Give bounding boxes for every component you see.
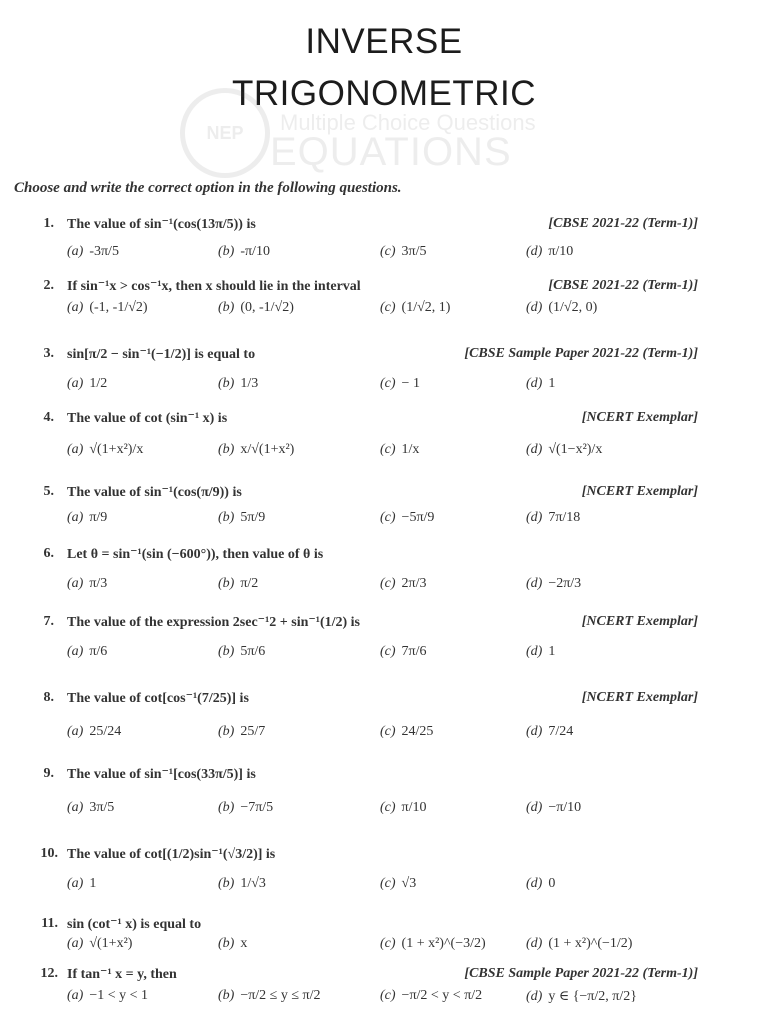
question-text: The value of sin⁻¹[cos(33π/5)] is xyxy=(67,767,256,782)
page-title-line-1: INVERSE xyxy=(305,22,463,61)
question-source-tag: [CBSE 2021-22 (Term-1)] xyxy=(548,278,698,293)
option-value: −π/2 ≤ y ≤ π/2 xyxy=(240,988,321,1003)
question-number: 10. xyxy=(40,846,58,861)
option-label: (c) xyxy=(380,800,396,815)
option-label: (a) xyxy=(67,800,84,815)
question-number: 12. xyxy=(40,966,58,981)
option-value: 7/24 xyxy=(548,724,574,739)
option-label: (b) xyxy=(218,644,235,659)
option-value: π/2 xyxy=(240,576,259,591)
option-value: 7π/6 xyxy=(401,644,427,659)
answer-option[interactable] xyxy=(67,300,148,316)
option-value: (1/√2, 0) xyxy=(548,300,598,315)
option-value: -3π/5 xyxy=(89,244,119,259)
option-label: (b) xyxy=(218,376,235,391)
option-label: (d) xyxy=(526,989,543,1004)
option-label: (d) xyxy=(526,510,543,525)
option-label: (a) xyxy=(67,936,84,951)
option-value: π/3 xyxy=(89,576,108,591)
option-label: (a) xyxy=(67,510,84,525)
answer-option[interactable] xyxy=(67,936,132,952)
page-title-line-2: TRIGONOMETRIC xyxy=(232,74,536,113)
question-text: The value of sin⁻¹(cos(13π/5)) is xyxy=(67,217,256,232)
question-row xyxy=(0,216,768,236)
option-value: 3π/5 xyxy=(401,244,427,259)
answer-option[interactable] xyxy=(218,800,273,816)
option-label: (d) xyxy=(526,376,543,391)
option-label: (b) xyxy=(218,442,235,457)
answer-option[interactable] xyxy=(380,376,420,392)
question-number: 9. xyxy=(43,766,54,781)
option-label: (c) xyxy=(380,442,396,457)
question-row xyxy=(0,484,768,504)
option-label: (a) xyxy=(67,300,84,315)
question-row xyxy=(0,614,768,634)
question-number: 6. xyxy=(43,546,54,561)
option-value: √(1+x²) xyxy=(89,936,133,951)
answer-option[interactable] xyxy=(218,644,265,660)
question-row xyxy=(0,278,768,298)
option-value: 25/24 xyxy=(89,724,122,739)
option-value: 1 xyxy=(548,376,556,391)
question-source-tag: [NCERT Exemplar] xyxy=(581,690,698,705)
option-value: (-1, -1/√2) xyxy=(89,300,148,315)
option-value: π/9 xyxy=(89,510,108,525)
option-value: −1 < y < 1 xyxy=(89,988,149,1003)
option-value: √(1+x²)/x xyxy=(89,442,144,457)
option-label: (d) xyxy=(526,876,543,891)
answer-option[interactable] xyxy=(380,724,433,740)
question-number: 11. xyxy=(41,916,58,931)
option-label: (a) xyxy=(67,988,84,1003)
answer-option[interactable] xyxy=(67,510,107,526)
option-value: 5π/9 xyxy=(240,510,266,525)
option-label: (d) xyxy=(526,936,543,951)
option-value: −π/10 xyxy=(548,800,582,815)
option-value: 0 xyxy=(548,876,556,891)
answer-option[interactable] xyxy=(67,876,96,892)
answer-option[interactable] xyxy=(218,300,294,316)
option-label: (b) xyxy=(218,244,235,259)
option-value: 2π/3 xyxy=(401,576,427,591)
question-text: The value of cot[cos⁻¹(7/25)] is xyxy=(67,691,249,706)
question-row xyxy=(0,690,768,710)
question-row xyxy=(0,766,768,786)
option-value: 3π/5 xyxy=(89,800,115,815)
question-number: 3. xyxy=(43,346,54,361)
question-source-tag: [NCERT Exemplar] xyxy=(581,410,698,425)
watermark-badge: NEP xyxy=(180,88,270,178)
answer-option[interactable] xyxy=(218,936,247,952)
answer-option[interactable] xyxy=(526,936,632,952)
option-value: -π/10 xyxy=(240,244,270,259)
option-value: √(1−x²)/x xyxy=(548,442,603,457)
option-value: (0, -1/√2) xyxy=(240,300,294,315)
option-label: (b) xyxy=(218,510,235,525)
option-value: 1 xyxy=(548,644,556,659)
option-value: 24/25 xyxy=(401,724,434,739)
option-value: 1/x xyxy=(401,442,420,457)
question-text: If sin⁻¹x > cos⁻¹x, then x should lie in the interval xyxy=(67,279,361,294)
answer-option[interactable] xyxy=(380,644,427,660)
answer-option[interactable] xyxy=(380,442,419,458)
option-label: (c) xyxy=(380,644,396,659)
question-number: 1. xyxy=(43,216,54,231)
answer-option[interactable] xyxy=(380,576,427,592)
answer-option[interactable] xyxy=(526,576,581,592)
option-label: (c) xyxy=(380,876,396,891)
answer-option[interactable] xyxy=(526,300,597,316)
answer-option[interactable] xyxy=(526,988,637,1005)
question-source-tag: [CBSE Sample Paper 2021-22 (Term-1)] xyxy=(464,346,698,361)
option-label: (d) xyxy=(526,576,543,591)
question-text: The value of cot[(1/2)sin⁻¹(√3/2)] is xyxy=(67,847,276,862)
option-value: 1/2 xyxy=(89,376,108,391)
instruction: Choose and write the correct option in the following questions. xyxy=(14,180,402,196)
answer-option[interactable] xyxy=(380,510,434,526)
answer-option[interactable] xyxy=(526,442,602,458)
option-label: (c) xyxy=(380,510,396,525)
option-label: (a) xyxy=(67,876,84,891)
question-row xyxy=(0,410,768,430)
option-value: π/6 xyxy=(89,644,108,659)
answer-option[interactable] xyxy=(67,724,121,740)
question-source-tag: [CBSE 2021-22 (Term-1)] xyxy=(548,216,698,231)
answer-option[interactable] xyxy=(380,876,416,892)
question-number: 4. xyxy=(43,410,54,425)
question-text: Let θ = sin⁻¹(sin (−600°)), then value of θ is xyxy=(67,547,324,562)
option-value: 7π/18 xyxy=(548,510,581,525)
option-value: x xyxy=(240,936,248,951)
watermark xyxy=(150,68,620,178)
question-row xyxy=(0,846,768,866)
option-label: (b) xyxy=(218,876,235,891)
answer-option[interactable] xyxy=(380,244,427,260)
option-value: 25/7 xyxy=(240,724,266,739)
question-text: sin (cot⁻¹ x) is equal to xyxy=(67,917,202,932)
answer-option[interactable] xyxy=(380,936,486,952)
answer-option[interactable] xyxy=(218,510,265,526)
answer-option[interactable] xyxy=(218,442,294,458)
question-text: If tan⁻¹ x = y, then xyxy=(67,967,177,982)
question-row xyxy=(0,966,768,986)
question-source-tag: [NCERT Exemplar] xyxy=(581,614,698,629)
answer-option[interactable] xyxy=(380,988,482,1004)
answer-option[interactable] xyxy=(526,244,573,260)
answer-option[interactable] xyxy=(67,244,119,260)
option-label: (d) xyxy=(526,244,543,259)
option-value: −7π/5 xyxy=(240,800,274,815)
option-label: (a) xyxy=(67,244,84,259)
question-row xyxy=(0,546,768,566)
option-label: (c) xyxy=(380,724,396,739)
answer-option[interactable] xyxy=(67,376,107,392)
answer-option[interactable] xyxy=(526,376,555,392)
option-label: (d) xyxy=(526,724,543,739)
question-text: sin[π/2 − sin⁻¹(−1/2)] is equal to xyxy=(67,347,256,362)
question-source-tag: [CBSE Sample Paper 2021-22 (Term-1)] xyxy=(464,966,698,981)
question-number: 8. xyxy=(43,690,54,705)
option-value: 1/3 xyxy=(240,376,259,391)
answer-option[interactable] xyxy=(218,244,270,260)
option-value: − 1 xyxy=(401,376,420,391)
option-value: 1 xyxy=(89,876,97,891)
option-label: (c) xyxy=(380,376,396,391)
option-label: (b) xyxy=(218,300,235,315)
option-value: (1 + x²)^(−3/2) xyxy=(401,936,486,951)
answer-option[interactable] xyxy=(67,988,148,1004)
question-row xyxy=(0,916,768,936)
option-label: (a) xyxy=(67,376,84,391)
answer-option[interactable] xyxy=(218,576,258,592)
question-text: The value of sin⁻¹(cos(π/9)) is xyxy=(67,485,242,500)
answer-option[interactable] xyxy=(218,376,258,392)
watermark-line-2: EQUATIONS xyxy=(270,130,512,174)
option-label: (b) xyxy=(218,724,235,739)
answer-option[interactable] xyxy=(526,644,555,660)
option-label: (d) xyxy=(526,644,543,659)
option-label: (d) xyxy=(526,300,543,315)
option-value: −5π/9 xyxy=(401,510,435,525)
option-value: y ∈ {−π/2, π/2} xyxy=(548,989,637,1004)
option-label: (c) xyxy=(380,244,396,259)
option-value: (1 + x²)^(−1/2) xyxy=(548,936,633,951)
answer-option[interactable] xyxy=(67,800,114,816)
option-label: (b) xyxy=(218,936,235,951)
answer-option[interactable] xyxy=(526,724,573,740)
answer-option[interactable] xyxy=(380,300,450,316)
answer-option[interactable] xyxy=(218,876,266,892)
option-label: (a) xyxy=(67,442,84,457)
option-value: π/10 xyxy=(401,800,427,815)
question-text: The value of cot (sin⁻¹ x) is xyxy=(67,411,228,426)
answer-option[interactable] xyxy=(67,644,107,660)
option-label: (c) xyxy=(380,936,396,951)
option-value: (1/√2, 1) xyxy=(401,300,451,315)
option-value: 5π/6 xyxy=(240,644,266,659)
answer-option[interactable] xyxy=(526,510,580,526)
option-label: (c) xyxy=(380,576,396,591)
option-value: x/√(1+x²) xyxy=(240,442,295,457)
option-value: −2π/3 xyxy=(548,576,582,591)
option-label: (a) xyxy=(67,576,84,591)
option-value: √3 xyxy=(401,876,417,891)
question-number: 7. xyxy=(43,614,54,629)
option-label: (d) xyxy=(526,800,543,815)
answer-option[interactable] xyxy=(218,724,265,740)
option-label: (b) xyxy=(218,800,235,815)
question-row xyxy=(0,346,768,366)
answer-option[interactable] xyxy=(526,800,581,816)
question-text: The value of the expression 2sec⁻¹2 + sin⁻¹(1/2) is xyxy=(67,615,361,630)
option-value: π/10 xyxy=(548,244,574,259)
option-value: 1/√3 xyxy=(240,876,266,891)
option-value: −π/2 < y < π/2 xyxy=(401,988,483,1003)
question-number: 2. xyxy=(43,278,54,293)
answer-option[interactable] xyxy=(67,442,143,458)
question-source-tag: [NCERT Exemplar] xyxy=(581,484,698,499)
answer-option[interactable] xyxy=(526,876,555,892)
answer-option[interactable] xyxy=(380,800,427,816)
question-number: 5. xyxy=(43,484,54,499)
option-label: (d) xyxy=(526,442,543,457)
answer-option[interactable] xyxy=(67,576,107,592)
option-label: (b) xyxy=(218,576,235,591)
option-label: (b) xyxy=(218,988,235,1003)
option-label: (a) xyxy=(67,724,84,739)
option-label: (a) xyxy=(67,644,84,659)
option-label: (c) xyxy=(380,988,396,1003)
option-label: (c) xyxy=(380,300,396,315)
watermark-line-1: Multiple Choice Questions xyxy=(280,110,536,135)
answer-option[interactable] xyxy=(218,988,321,1004)
